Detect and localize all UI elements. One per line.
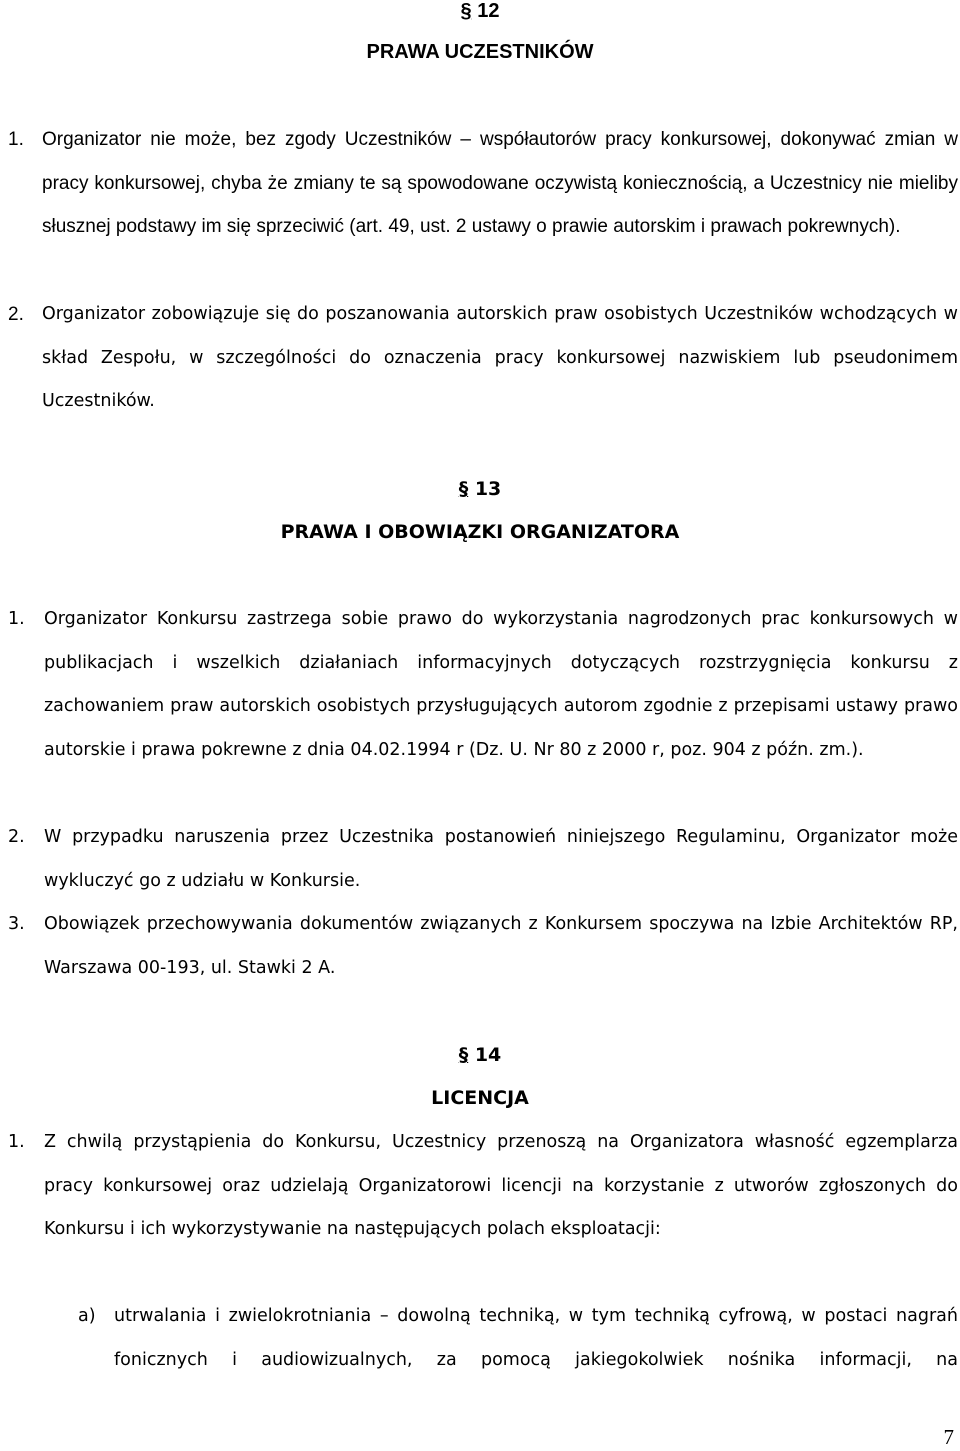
section-12-title: PRAWA UCZESTNIKÓW <box>366 41 594 63</box>
paragraph-number: 2. <box>8 827 25 847</box>
paragraph-letter: a) <box>78 1306 96 1326</box>
section-number: 13 <box>474 478 502 500</box>
paragraph-14-1 <box>0 1121 960 1296</box>
section-sign: § <box>458 1044 469 1066</box>
paragraph-12-2 <box>0 293 960 425</box>
paragraph-number: 2. <box>8 304 24 325</box>
section-sign: § <box>458 478 469 500</box>
section-14-title: LICENCJA <box>431 1087 529 1109</box>
paragraph-12-1 <box>0 118 960 293</box>
paragraph-number: 1. <box>8 1132 25 1152</box>
paragraph-13-1 <box>0 598 960 816</box>
section-12-number <box>0 0 960 23</box>
paragraph-13-2 <box>0 816 960 904</box>
paragraph-13-3 <box>0 903 960 991</box>
paragraph-14-a <box>0 1295 960 1383</box>
paragraph-text: Obowiązek przechowywania dokumentów związanych z Konkursem spoczywa na Izbie Architektów RP, Warszawa 00-193, ul. Stawki 2 A. <box>44 914 958 978</box>
section-13-number <box>0 478 960 500</box>
page-number: 7 <box>943 1425 954 1449</box>
section-number: 12 <box>477 0 500 22</box>
section-13-title: PRAWA I OBOWIĄZKI ORGANIZATORA <box>280 521 680 543</box>
paragraph-text: Z chwilą przystąpienia do Konkursu, Uczestnicy przenoszą na Organizatora własność egzemplarza pracy konkursowej oraz udzielają Organizatorowi licencji na korzystanie z utworów zgłoszonych do Konkursu i ich wykorzystywanie na następujących polach eksploatacji: <box>44 1132 958 1240</box>
section-sign: § <box>460 0 472 22</box>
paragraph-number: 1. <box>8 129 24 150</box>
paragraph-text: W przypadku naruszenia przez Uczestnika postanowień niniejszego Regulaminu, Organizator może wykluczyć go z udziału w Konkursie. <box>44 827 958 891</box>
paragraph-text: Organizator nie może, bez zgody Uczestników – współautorów pracy konkursowej, dokonywać zmian w pracy konkursowej, chyba że zmiany te są spowodowane oczywistą koniecznością, a Uczestnicy nie mieliby słusznej podstawy im się sprzeciwić (art. 49, ust. 2 ustawy o prawie autorskim i prawach pokrewnych). <box>42 129 958 238</box>
paragraph-number: 3. <box>8 914 25 934</box>
section-14-number <box>0 1044 960 1066</box>
paragraph-text: Organizator zobowiązuje się do poszanowania autorskich praw osobistych Uczestników wchodzących w skład Zespołu, w szczególności do oznaczenia pracy konkursowej nazwiskiem lub pseudonimem Uczestników. <box>42 304 958 412</box>
section-number: 14 <box>474 1044 502 1066</box>
paragraph-text: Organizator Konkursu zastrzega sobie prawo do wykorzystania nagrodzonych prac konkursowych w publikacjach i wszelkich działaniach informacyjnych dotyczących rozstrzygnięcia konkursu z zachowaniem praw autorskich osobistych przysługujących autorom zgodnie z przepisami ustawy prawo autorskie i prawa pokrewne z dnia 04.02.1994 r (Dz. U. Nr 80 z 2000 r, poz. 904 z późn. zm.). <box>44 609 958 760</box>
paragraph-number: 1. <box>8 609 25 629</box>
paragraph-text: utrwalania i zwielokrotniania – dowolną techniką, w tym techniką cyfrową, w postaci nagrań fonicznych i audiowizualnych, za pomocą jakiegokolwiek nośnika informacji, na <box>114 1306 958 1370</box>
